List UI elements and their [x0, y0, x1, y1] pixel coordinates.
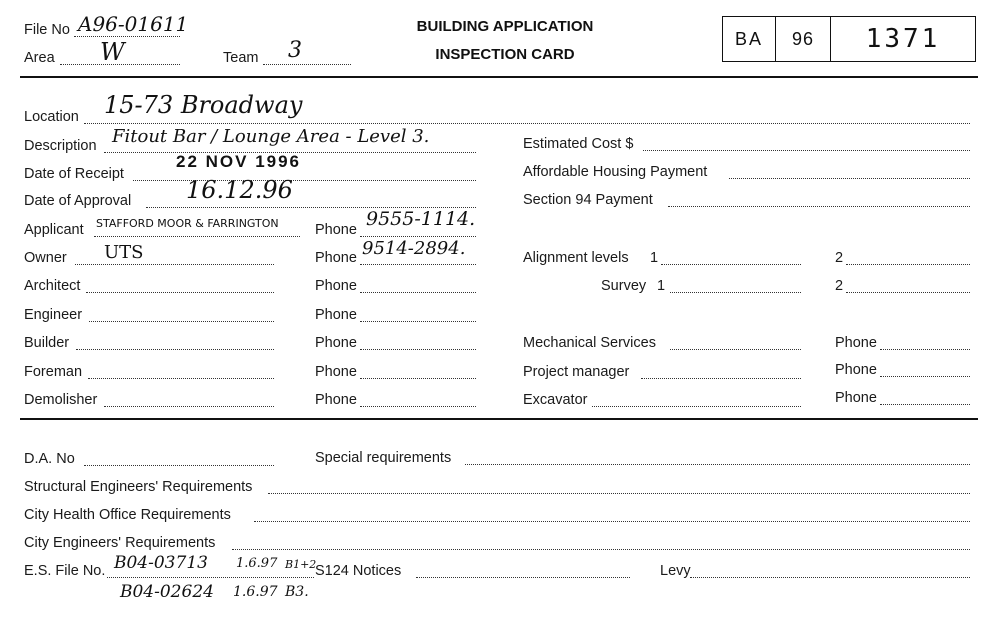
- file-no-label: File No: [24, 22, 70, 38]
- survey-1-line: [670, 292, 801, 293]
- excavator-phone-line: [880, 404, 970, 405]
- da-no-label: D.A. No: [24, 451, 75, 467]
- city-engineers-label: City Engineers' Requirements: [24, 535, 216, 551]
- levy-label: Levy: [660, 563, 691, 579]
- architect-label: Architect: [24, 278, 81, 294]
- special-requirements-line: [465, 464, 970, 465]
- es-file-date-1: 1.6.97: [236, 556, 278, 571]
- builder-line: [76, 349, 274, 350]
- alignment-levels-1-label: 1: [650, 250, 659, 266]
- es-file-value-1: B04-03713: [114, 553, 208, 573]
- location-value: 15-73 Broadway: [104, 91, 303, 119]
- city-health-label: City Health Office Requirements: [24, 507, 231, 523]
- engineer-line: [89, 321, 274, 322]
- location-label: Location: [24, 109, 79, 125]
- foreman-phone-line: [360, 378, 476, 379]
- area-value: W: [100, 38, 125, 66]
- builder-phone-label: Phone: [315, 335, 357, 351]
- architect-line: [86, 292, 274, 293]
- project-manager-phone-label: Phone: [835, 362, 877, 378]
- excavator-label: Excavator: [523, 392, 588, 408]
- team-label: Team: [223, 50, 259, 66]
- applicant-phone-label: Phone: [315, 222, 357, 238]
- demolisher-line: [104, 406, 274, 407]
- applicant-phone-line: [360, 236, 476, 237]
- architect-phone-line: [360, 292, 476, 293]
- survey-1-label: 1: [657, 278, 666, 294]
- file-no-line: [74, 36, 180, 37]
- da-no-line: [84, 465, 274, 466]
- estimated-cost-label: Estimated Cost $: [523, 136, 634, 152]
- special-requirements-label: Special requirements: [315, 450, 452, 466]
- es-file-note-2: B3.: [285, 584, 309, 600]
- section94-label: Section 94 Payment: [523, 192, 653, 208]
- owner-value: UTS: [104, 242, 144, 263]
- owner-label: Owner: [24, 250, 67, 266]
- es-file-date-2: 1.6.97: [233, 584, 278, 600]
- estimated-cost-line: [643, 150, 970, 151]
- alignment-levels-2-label: 2: [835, 250, 844, 266]
- owner-phone-value: 9514-2894.: [362, 238, 466, 259]
- mechanical-phone-label: Phone: [835, 335, 877, 351]
- builder-phone-line: [360, 349, 476, 350]
- applicant-value: STAFFORD MOOR & FARRINGTON: [96, 217, 279, 230]
- demolisher-label: Demolisher: [24, 392, 98, 408]
- s124-notices-label: S124 Notices: [315, 563, 402, 579]
- applicant-label: Applicant: [24, 222, 84, 238]
- survey-2-label: 2: [835, 278, 844, 294]
- card-title-line2: INSPECTION CARD: [435, 46, 575, 63]
- es-file-value-2: B04-02624: [120, 582, 214, 602]
- foreman-label: Foreman: [24, 364, 83, 380]
- survey-2-line: [846, 292, 970, 293]
- structural-engineers-line: [268, 493, 970, 494]
- team-line: [263, 64, 351, 65]
- ba-prefix: BA: [734, 28, 763, 49]
- levy-line: [690, 577, 970, 578]
- project-manager-line: [641, 378, 801, 379]
- city-engineers-line: [232, 549, 970, 550]
- city-health-line: [254, 521, 970, 522]
- es-file-line: [107, 577, 314, 578]
- date-receipt-stamp: 22 NOV 1996: [176, 152, 302, 171]
- area-label: Area: [24, 50, 55, 66]
- owner-phone-label: Phone: [315, 250, 357, 266]
- architect-phone-label: Phone: [315, 278, 357, 294]
- location-line: [84, 123, 970, 124]
- affordable-housing-label: Affordable Housing Payment: [523, 164, 708, 180]
- mechanical-phone-line: [880, 349, 970, 350]
- mechanical-services-label: Mechanical Services: [523, 335, 656, 351]
- owner-line: [75, 264, 274, 265]
- survey-label: Survey: [601, 278, 647, 294]
- owner-phone-line: [360, 264, 476, 265]
- card-title-line1: BUILDING APPLICATION: [416, 18, 594, 35]
- ba-year: 96: [791, 28, 815, 49]
- affordable-housing-line: [729, 178, 970, 179]
- engineer-label: Engineer: [24, 307, 83, 323]
- date-approval-label: Date of Approval: [24, 193, 132, 209]
- es-file-label: E.S. File No.: [24, 563, 106, 579]
- ba-number-box: [722, 16, 976, 62]
- date-receipt-label: Date of Receipt: [24, 166, 124, 182]
- mechanical-services-line: [670, 349, 801, 350]
- structural-engineers-label: Structural Engineers' Requirements: [24, 479, 253, 495]
- demolisher-phone-line: [360, 406, 476, 407]
- ba-number: 1371: [865, 24, 941, 54]
- project-manager-phone-line: [880, 376, 970, 377]
- header-rule: [20, 76, 978, 78]
- engineer-phone-line: [360, 321, 476, 322]
- engineer-phone-label: Phone: [315, 307, 357, 323]
- builder-label: Builder: [24, 335, 70, 351]
- alignment-levels-1-line: [661, 264, 801, 265]
- excavator-phone-label: Phone: [835, 390, 877, 406]
- demolisher-phone-label: Phone: [315, 392, 357, 408]
- description-value: Fitout Bar / Lounge Area - Level 3.: [112, 126, 430, 147]
- date-approval-value: 16.12.96: [186, 176, 293, 204]
- applicant-line: [94, 236, 300, 237]
- date-receipt-line: [133, 180, 476, 181]
- foreman-phone-label: Phone: [315, 364, 357, 380]
- alignment-levels-2-line: [846, 264, 970, 265]
- team-value: 3: [288, 38, 302, 63]
- section94-line: [668, 206, 970, 207]
- foreman-line: [88, 378, 274, 379]
- s124-notices-line: [416, 577, 630, 578]
- es-file-note-1: B1+2: [285, 558, 317, 571]
- excavator-line: [592, 406, 801, 407]
- alignment-levels-label: Alignment levels: [523, 250, 629, 266]
- project-manager-label: Project manager: [523, 364, 630, 380]
- description-label: Description: [24, 138, 97, 154]
- middle-rule: [20, 418, 978, 420]
- file-no-value: A96-01611: [78, 12, 189, 36]
- applicant-phone-value: 9555-1114.: [366, 208, 476, 230]
